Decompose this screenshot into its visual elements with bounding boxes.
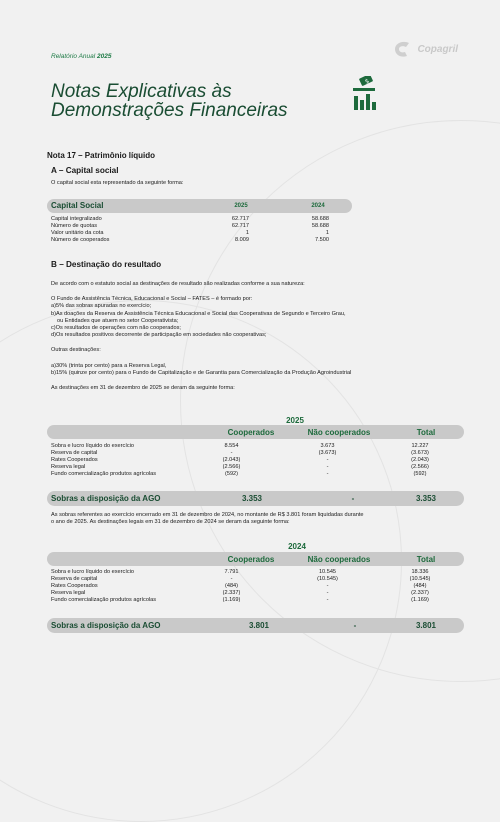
- section-a-intro: O capital social esta representado da seguinte forma:: [51, 180, 184, 186]
- table-row: Número de cooperados 8.009 7.500: [51, 237, 329, 244]
- table-2024: [51, 569, 447, 604]
- table-row: Fundo comercialização produtos agrícolas (592) - (592): [51, 471, 427, 478]
- list-item: b)As doações da Reserva de Assistência Técnica Educacional e Social das Cooperativas de Segundo e Terceiro Grau,: [51, 310, 346, 317]
- table-2025-year: 2025: [286, 416, 304, 425]
- table-2024-total: 3.801: [415, 621, 437, 630]
- list-item: ou Entidades que atuem no setor Cooperativista;: [57, 317, 179, 324]
- svg-text:$: $: [364, 77, 371, 86]
- table-row: Sobra e lucro líquido do exercício 7.791 10.545 18.336: [51, 569, 429, 575]
- col-cooperados: Cooperados: [227, 555, 275, 564]
- report-label: Relatório Anual 2025: [51, 53, 112, 60]
- table-2024-total-cooperados: 3.801: [248, 621, 270, 630]
- capital-social-title: Capital Social: [51, 201, 104, 210]
- section-b-body: [51, 281, 471, 392]
- table-2025-total: 3.353: [415, 494, 437, 503]
- copagril-logo-icon: [393, 40, 413, 58]
- col-2025: 2025: [234, 203, 248, 209]
- table-2024-total-nao-cooperados: -: [353, 621, 357, 630]
- capital-social-table: [51, 216, 329, 244]
- list-item: b)15% (quinze por cento) para o Fundo de Capitalização e de Garantia para Comercialização da Produção Agroindustrial: [51, 369, 352, 376]
- col-total: Total: [416, 428, 436, 437]
- table-row: Sobra e lucro líquido do exercício 8.554 3.673 12.227: [51, 443, 429, 449]
- col-nao-cooperados: Não cooperados: [307, 555, 371, 564]
- brand-name: Copagril: [417, 43, 458, 55]
- col-2024: 2024: [311, 203, 325, 209]
- paragraph: O Fundo de Assistência Técnica, Educacional e Social – FATES – é formado por:: [51, 296, 253, 303]
- table-row: Número de quotas 62.717 58.688: [51, 223, 329, 230]
- section-b-heading: B – Destinação do resultado: [51, 260, 162, 269]
- list-item: a)30% (trinta por cento) para a Reserva Legal,: [51, 362, 167, 369]
- list-item: c)Os resultados de operações com não cooperados;: [51, 325, 181, 332]
- money-chart-icon: [350, 76, 378, 112]
- paragraph: De acordo com o estatuto social as destinações de resultado são realizadas conforme a sua natureza:: [51, 281, 305, 287]
- paragraph: As destinações em 31 de dezembro de 2025 se deram da seguinte forma:: [51, 385, 235, 392]
- table-row: Rates Cooperados (2.043) - (2.043): [51, 457, 429, 464]
- table-2024-total-label: Sobras a disposição da AGO: [51, 621, 161, 630]
- note-title: Nota 17 – Patrimônio líquido: [47, 151, 156, 160]
- table-2025-total-label: Sobras a disposição da AGO: [51, 494, 161, 503]
- table-2025-total-cooperados: 3.353: [241, 494, 263, 503]
- table-row: Reserva de capital - (10.545) (10.545): [51, 576, 431, 583]
- paragraph: Outras destinações:: [51, 347, 101, 354]
- table-2024-year: 2024: [288, 542, 306, 551]
- table-row: Reserva de capital - (3.673) (3.673): [51, 450, 429, 457]
- col-cooperados: Cooperados: [227, 428, 275, 437]
- table-row: Reserva legal (2.566) - (2.566): [51, 464, 429, 471]
- section-a-heading: A – Capital social: [51, 166, 119, 175]
- brand-logo: [393, 40, 458, 58]
- table-row: Valor unitário da cota 1 1: [51, 230, 329, 237]
- table-row: Fundo comercialização produtos agrícolas (1.169) - (1.169): [51, 597, 429, 604]
- list-item: a)5% das sobras apuradas no exercício;: [51, 303, 152, 310]
- table-row: Capital integralizado 62.717 58.688: [51, 216, 329, 222]
- table-row: Reserva legal (2.337) - (2.337): [51, 590, 429, 597]
- list-item: d)Os resultados positivos decorrente de participação em sociedades não cooperativas;: [51, 332, 267, 339]
- table-row: Rates Cooperados (484) - (484): [51, 583, 427, 590]
- section-b-liquidation-paragraph: As sobras referentes ao exercício encerrado em 31 de dezembro de 2024, no montante de R$ 3.801 foram liquidadas durante o ano de 2025. As destinações legais em 31 de dezembro de 2024 se deram da seguinte forma:: [51, 512, 364, 526]
- col-nao-cooperados: Não cooperados: [307, 428, 371, 437]
- table-2025-total-nao-cooperados: -: [351, 494, 355, 503]
- col-total: Total: [416, 555, 436, 564]
- table-2025: [51, 443, 447, 478]
- page-title: Notas Explicativas às Demonstrações Financeiras: [51, 81, 288, 121]
